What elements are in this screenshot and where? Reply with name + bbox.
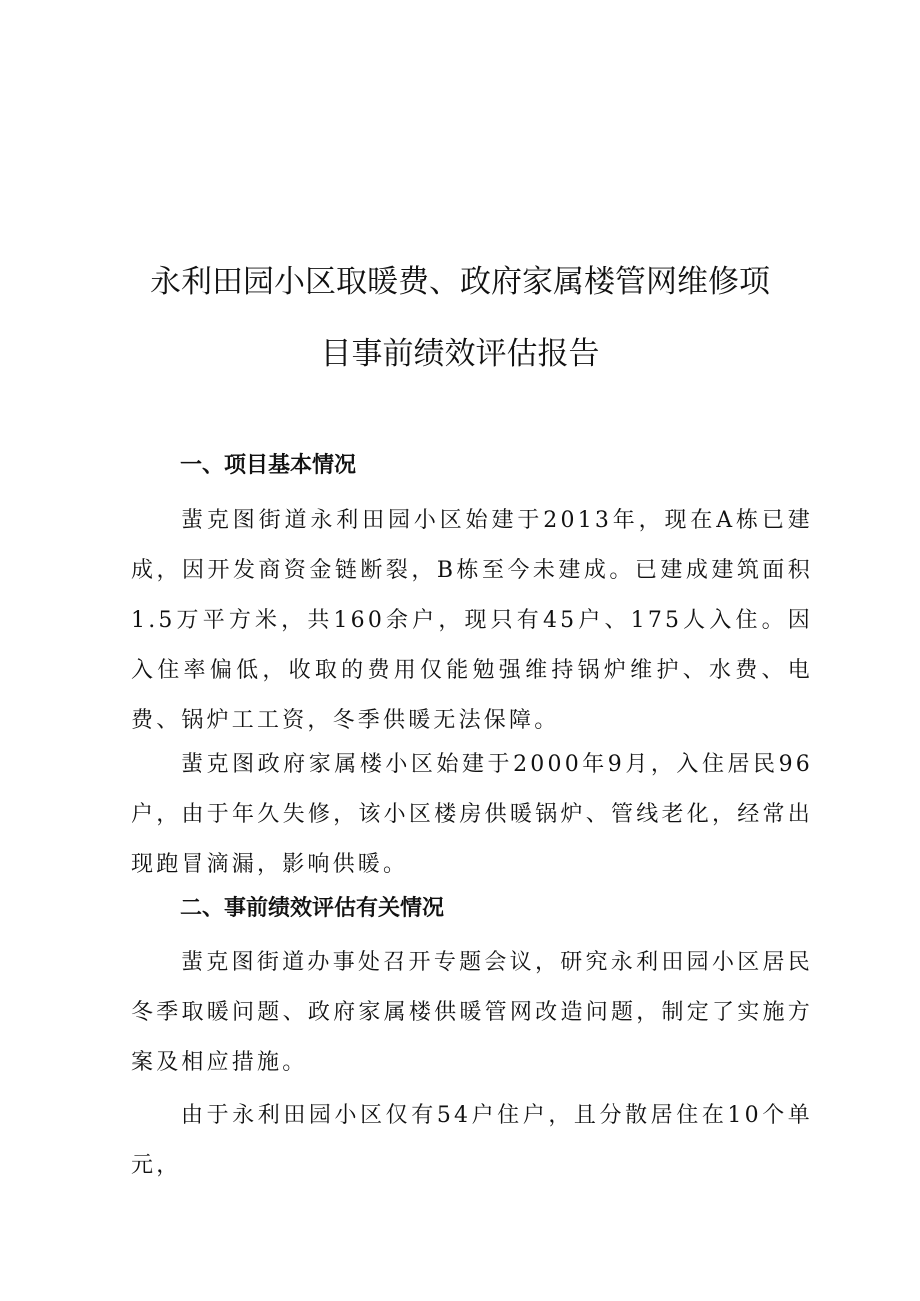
paragraph-residents-distribution: 由于永利田园小区仅有54户住户，且分散居住在10个单元， (131, 1103, 813, 1178)
section-heading-basic-info: 一、项目基本情况 (180, 453, 357, 478)
paragraph-government-housing: 蜚克图政府家属楼小区始建于2000年9月，入住居民96户，由于年久失修，该小区楼房供暖锅炉、管线老化，经常出现跑冒滴漏，影响供暖。 (131, 752, 813, 877)
paragraph-yongli-community: 蜚克图街道永利田园小区始建于2013年，现在A栋已建成，因开发商资金链断裂，B栋至今未建成。已建成建筑面积1.5万平方米，共160余户，现只有45户、175人入住。因入住率偏低，收取的费用仅能勉强维持锅炉维护、水费、电费、锅炉工工资，冬季供暖无法保障。 (131, 508, 813, 733)
paragraph-special-meeting: 蜚克图街道办事处召开专题会议，研究永利田园小区居民冬季取暖问题、政府家属楼供暖管网改造问题，制定了实施方案及相应措施。 (131, 950, 813, 1075)
document-title-line-2: 目事前绩效评估报告 (320, 336, 600, 372)
document-title-line-1: 永利田园小区取暖费、政府家属楼管网维修项 (150, 264, 770, 300)
section-heading-evaluation: 二、事前绩效评估有关情况 (180, 896, 445, 921)
